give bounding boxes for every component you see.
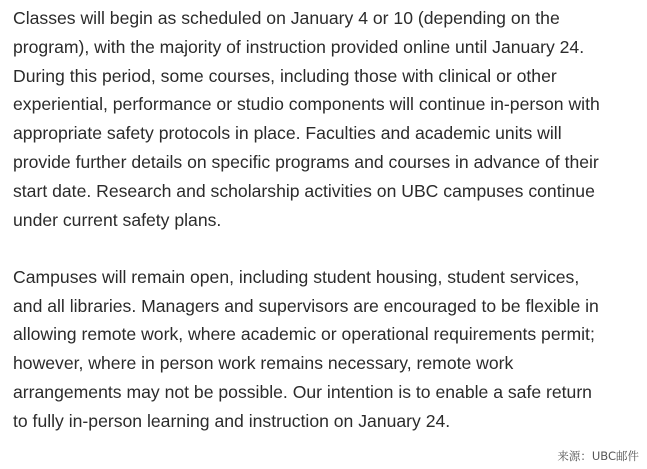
- text-line: Classes will begin as scheduled on January 4 or 10 (depending on the: [13, 8, 560, 28]
- text-line: however, where in person work remains necessary, remote work: [13, 353, 514, 374]
- paragraph-classes-schedule: [13, 4, 643, 234]
- text-line: appropriate safety protocols in place. Faculties and academic units will: [13, 123, 562, 144]
- text-line: arrangements may not be possible. Our intention is to enable a safe return: [13, 382, 592, 403]
- text-line: experiential, performance or studio components will continue in-person with: [13, 94, 600, 115]
- text-line: under current safety plans.: [13, 209, 222, 230]
- text-line: provide further details on specific programs and courses in advance of their: [13, 151, 599, 172]
- source-caption: 来源：UBC邮件: [557, 449, 639, 463]
- text-line: to fully in-person learning and instruction on January 24.: [13, 410, 451, 431]
- text-line: program), with the majority of instruction provided online until January 24.: [13, 36, 585, 57]
- text-line: start date. Research and scholarship activities on UBC campuses continue: [13, 180, 595, 201]
- text-line: and all libraries. Managers and supervisors are encouraged to be flexible in: [13, 295, 599, 316]
- text-line: Campuses will remain open, including student housing, student services,: [13, 266, 580, 287]
- document-body: [13, 4, 643, 436]
- text-line: During this period, some courses, including those with clinical or other: [13, 65, 557, 86]
- paragraph-campuses-open: [13, 263, 643, 436]
- text-line: allowing remote work, where academic or operational requirements permit;: [13, 324, 595, 345]
